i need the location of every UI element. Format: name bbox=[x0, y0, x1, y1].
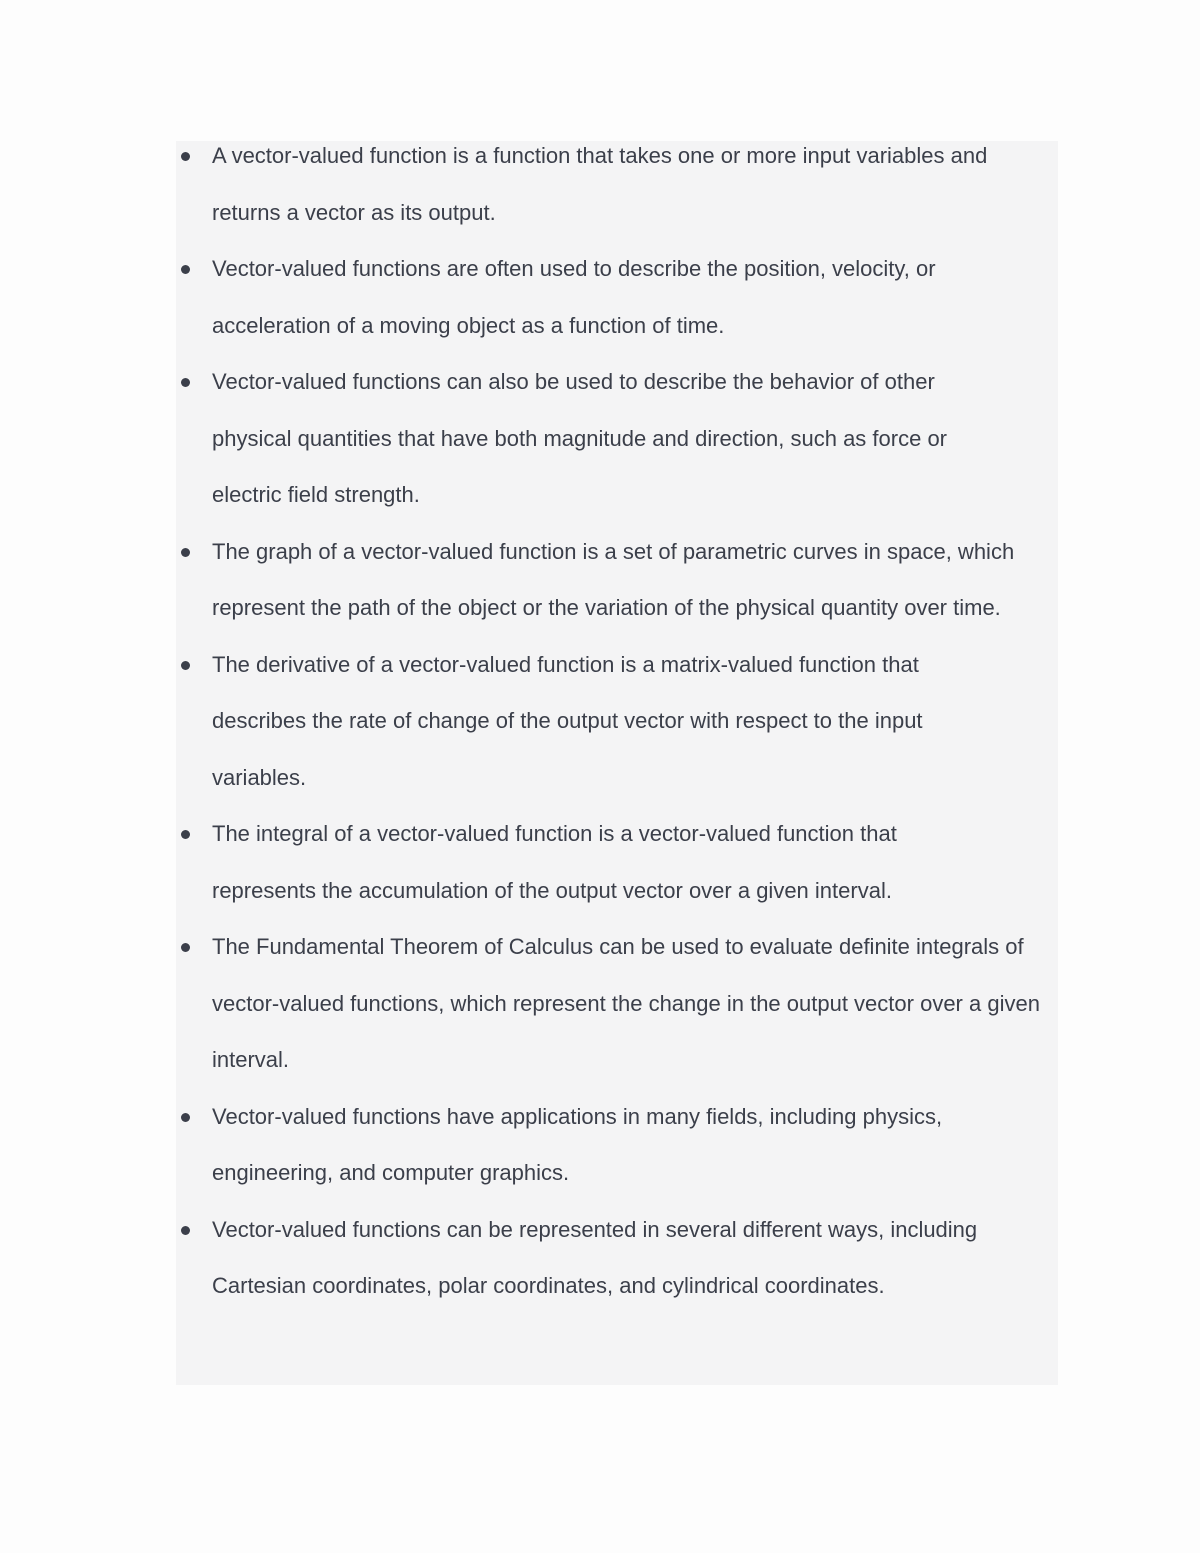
bullet-icon bbox=[181, 661, 190, 670]
list-item bbox=[176, 241, 1012, 354]
bullet-icon bbox=[181, 548, 190, 557]
list-item bbox=[176, 1202, 1072, 1315]
list-item bbox=[176, 128, 1052, 241]
bullet-icon bbox=[181, 265, 190, 274]
list-item-text: A vector-valued function is a function that takes one or more input variables and returns a vector as its output. bbox=[212, 143, 988, 225]
list-item bbox=[176, 524, 1032, 637]
list-item bbox=[176, 1089, 1032, 1202]
list-item-text: Vector-valued functions can be represented in several different ways, including Cartesian coordinates, polar coordinates, and cylindrical coordinates. bbox=[212, 1216, 978, 1298]
list-item-text: The integral of a vector-valued function is a vector-valued function that represents the accumulation of the output vector over a given interval. bbox=[212, 821, 897, 903]
list-item-text: The Fundamental Theorem of Calculus can be used to evaluate definite integrals of vector-valued functions, which represent the change in the output vector over a given interval. bbox=[212, 934, 1040, 1072]
bullet-list bbox=[176, 128, 1058, 1315]
list-item-text: Vector-valued functions can also be used to describe the behavior of other physical quantities that have both magnitude and direction, such as force or electric field strength. bbox=[212, 369, 948, 507]
list-item bbox=[176, 919, 1094, 1089]
list-item bbox=[176, 637, 1012, 807]
list-item-text: The derivative of a vector-valued function is a matrix-valued function that describes the rate of change of the output vector with respect to the input variables. bbox=[212, 651, 923, 790]
list-item-text: Vector-valued functions have applications in many fields, including physics, engineering, and computer graphics. bbox=[212, 1103, 943, 1185]
bullet-icon bbox=[181, 1113, 190, 1122]
bullet-icon bbox=[181, 1226, 190, 1235]
list-item-text: The graph of a vector-valued function is a set of parametric curves in space, which represent the path of the object or the variation of the physical quantity over time. bbox=[212, 538, 1015, 620]
bullet-icon bbox=[181, 378, 190, 387]
list-item bbox=[176, 354, 1012, 524]
bullet-icon bbox=[181, 152, 190, 161]
list-item-text: Vector-valued functions are often used to describe the position, velocity, or acceleration of a moving object as a function of time. bbox=[212, 256, 936, 338]
list-item bbox=[176, 806, 992, 919]
bullet-icon bbox=[181, 830, 190, 839]
bullet-icon bbox=[181, 943, 190, 952]
